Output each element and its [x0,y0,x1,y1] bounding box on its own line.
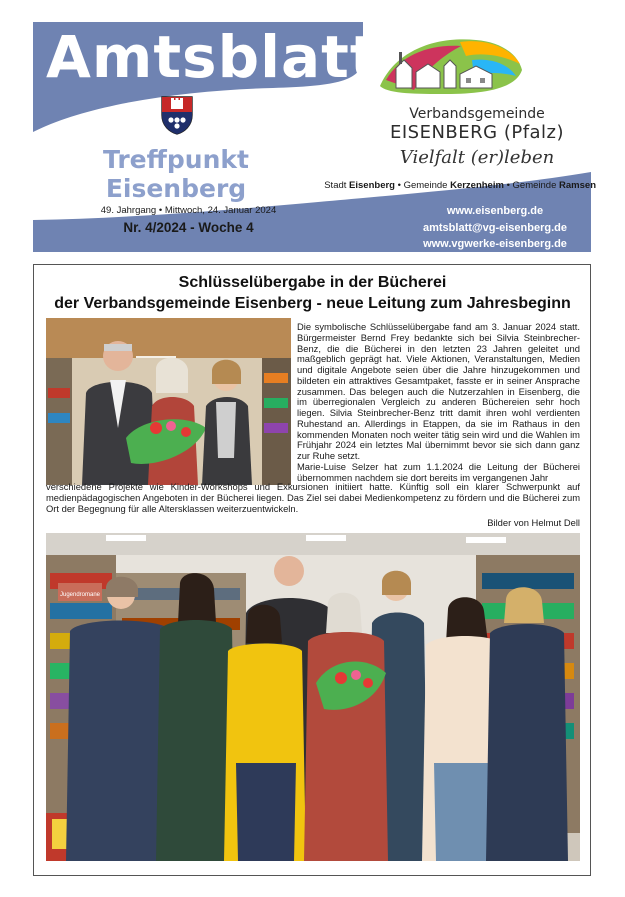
treffpunkt-eisenberg-title [100,145,252,203]
eisenberg-line: Eisenberg [105,174,247,203]
photo-credit: Bilder von Helmut Dell [487,517,580,528]
article-headline [40,272,585,314]
vg-eisenberg-logo-icon [376,30,526,98]
article-paragraph: Die symbolische Schlüsselübergabe fand am 3. Januar 2024 statt. Bürgermeister Bernd Frey bedankte sich bei Silvia Steinbrecher-Benz, die die Bücherei in den letzten 23 Jahren geleitet und maßgeblich geprägt hat. Viele Aktionen, Veranstaltungen, Medien und digitale Angebote seien über die Jahre hinzugekommen und bildeten ein attraktives Gesamtpaket, fasste er in seiner Ansprache zusammen. Das belegen auch die Nutzerzahlen in Eisenberg, die im überregionalen Vergleich zu anderen Büchereien sehr hoch liegen. Silvia Steinbrecher-Benz tritt damit ihren wohl verdienten Ruhestand an. Allerdings in Etappen, da sie im Rathaus in den kommenden Monaten noch weiter tätig sein wird und die Wahlen im Frühjahr 2024 ein letztes Mal übernimmt bevor sie sich dann ganz zur Ruhe setzt. [297,321,580,461]
issue-info: 49. Jahrgang • Mittwoch, 24. Januar 2024 [100,205,277,216]
gemeinde-name: Ramsen [559,180,596,191]
treffpunkt-line: Treffpunkt [103,145,249,174]
gemeinde-name: Kerzenheim [450,180,504,191]
jugendromane-sign: Jugendromane [59,592,101,598]
slogan: Vielfalt (er)leben [399,147,555,168]
website-link[interactable]: www.eisenberg.de [446,205,544,217]
article-paragraph: verschiedene Projekte wie Kinder-Workshops und Exkursionen initiiert hatte. Künftig soll ein klarer Schwerpunkt auf medienpädagogischen Angeboten in der Bücherei liegen. Das Ziel sei dabei Medienkompetenz zu fördern und die Bücherei zum Ort der Begegnung für alle Altersklassen weiterzuentwickeln. [46,481,580,514]
stadt-label: Stadt [324,180,347,191]
separator-dot: • [506,180,510,191]
article-body-full [46,482,580,514]
member-municipalities [322,180,596,191]
contact-links [400,203,590,253]
key-handover-photo [46,318,291,485]
vgwerke-link[interactable]: www.vgwerke-eisenberg.de [423,238,567,250]
email-link[interactable]: amtsblatt@vg-eisenberg.de [423,221,567,234]
masthead-header [0,0,625,255]
gemeinde-label: Gemeinde [403,180,448,191]
headline-line: Schlüsselübergabe in der Bücherei [178,274,447,291]
coat-of-arms-icon [160,95,194,135]
article-body-column [297,322,580,483]
amtsblatt-title: Amtsblatt [46,23,379,91]
vg-name: Verbandsgemeinde [409,106,545,122]
vg-town: EISENBERG (Pfalz) [389,122,565,143]
gemeinde-label: Gemeinde [512,180,557,191]
headline-line: der Verbandsgemeinde Eisenberg - neue Leitung zum Jahresbeginn [54,295,571,312]
separator-dot: • [397,180,401,191]
group-photo [46,533,580,861]
stadt-name: Eisenberg [349,180,395,191]
issue-number: Nr. 4/2024 - Woche 4 [123,220,254,235]
article-paragraph: Marie-Luise Selzer hat zum 1.1.2024 die Leitung der Bücherei übernommen nachdem sie dort bereits im vergangenen Jahr [297,460,580,483]
